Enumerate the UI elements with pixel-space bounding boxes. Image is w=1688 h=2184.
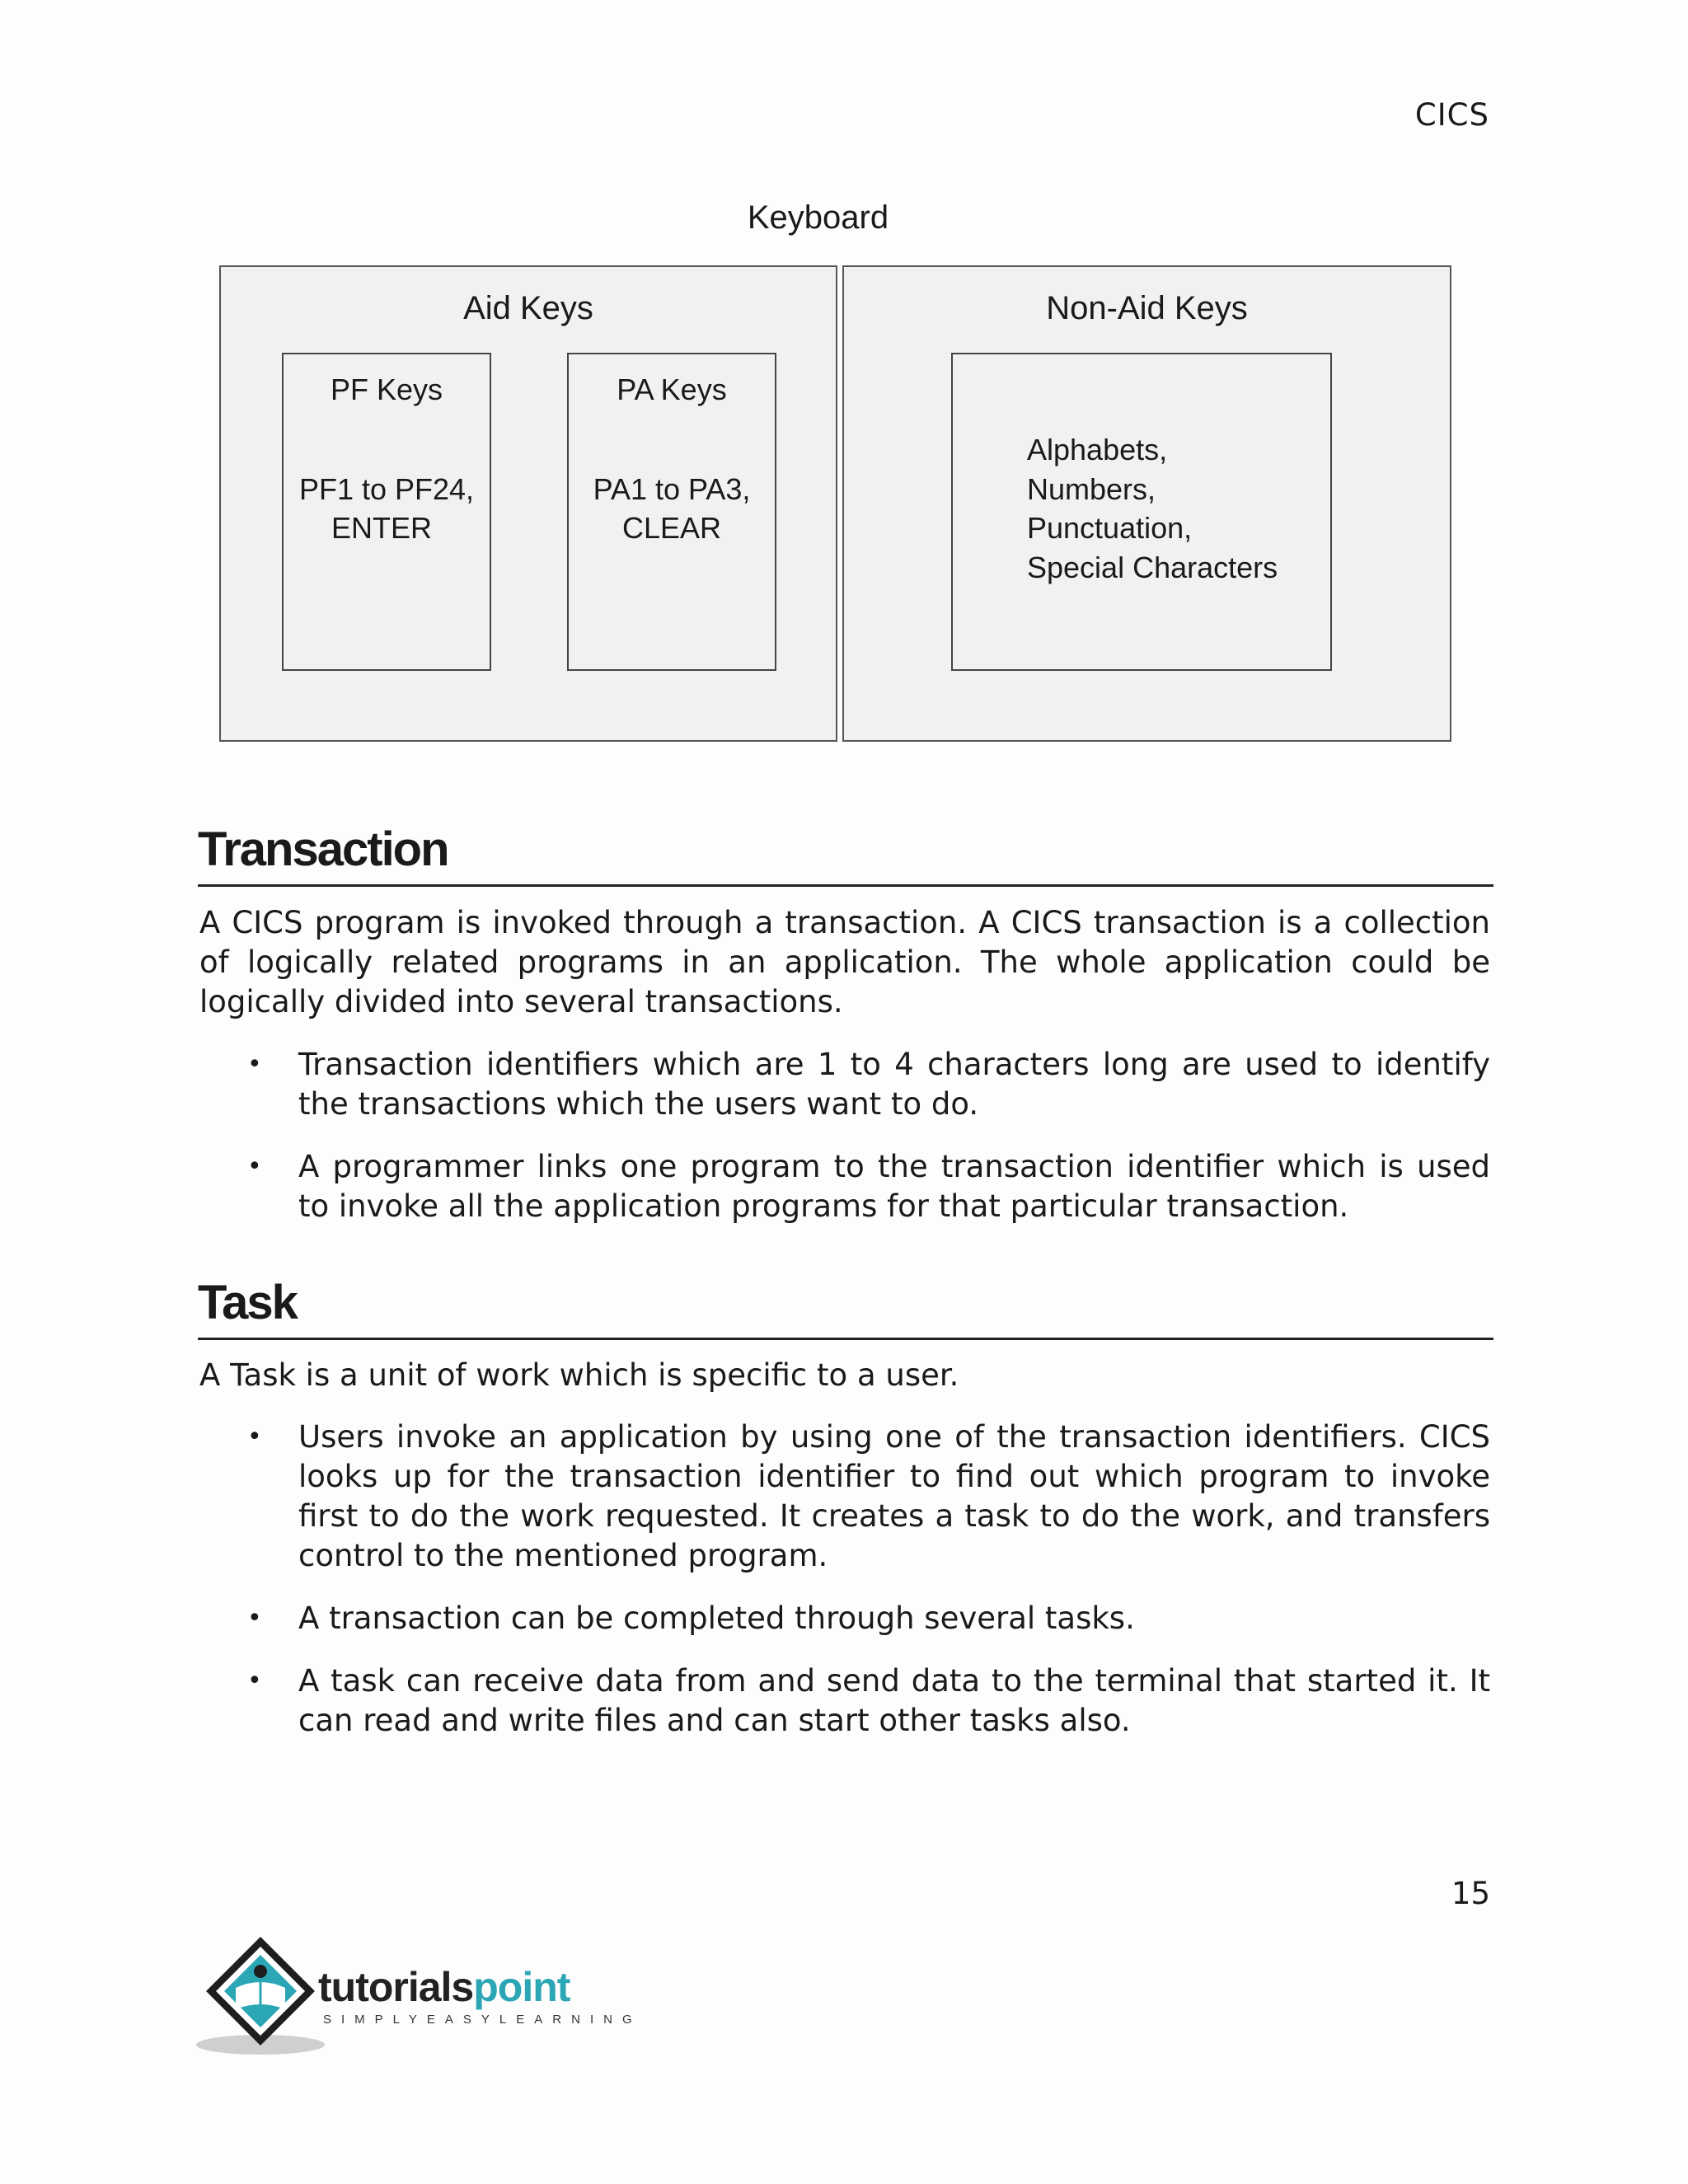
logo-word-point: point xyxy=(473,1964,570,2010)
list-item xyxy=(199,1661,1490,1741)
non-aid-keys-title: Non-Aid Keys xyxy=(1046,290,1248,326)
logo-emblem-icon xyxy=(195,1933,326,2057)
list-item-text: A transaction can be completed through several tasks. xyxy=(298,1601,1135,1636)
tutorialspoint-logo xyxy=(195,1933,642,2057)
pf-keys-body xyxy=(284,470,490,547)
task-intro: A Task is a unit of work which is specific to a user. xyxy=(199,1357,959,1393)
page-number: 15 xyxy=(1451,1876,1490,1911)
list-item-text: Users invoke an application by using one of the transaction identifiers. CICS looks up for the transaction identifier to find out which program to invoke first to do the work requested. It creates a task to do the work, and transfers control to the mentioned program. xyxy=(298,1419,1490,1573)
list-item-text: A programmer links one program to the transaction identifier which is used to invoke all the application programs for that particular transaction. xyxy=(298,1149,1490,1224)
bullet-dot: • xyxy=(247,1666,262,1695)
list-item xyxy=(199,1599,1490,1638)
transaction-heading: Transaction xyxy=(198,826,1493,887)
logo-word-tutorials: tutorials xyxy=(318,1964,474,2010)
list-item xyxy=(199,1418,1490,1576)
logo-tagline: SIMPLYEASYLEARNING xyxy=(323,2013,642,2027)
task-bullets xyxy=(199,1418,1490,1764)
aid-keys-title: Aid Keys xyxy=(463,290,593,326)
characters-item: Punctuation, xyxy=(1027,511,1193,545)
characters-item: Special Characters xyxy=(1027,550,1278,584)
characters-list xyxy=(1027,430,1278,587)
pa-keys-body xyxy=(569,470,775,547)
pf-keys-line: PF1 to PF24, xyxy=(298,472,475,506)
list-item xyxy=(199,1147,1490,1226)
aid-keys-panel xyxy=(219,265,837,742)
transaction-bullets xyxy=(199,1045,1490,1249)
task-heading: Task xyxy=(198,1279,1493,1340)
characters-item: Numbers, xyxy=(1027,471,1156,506)
pf-keys-box xyxy=(282,353,491,671)
bullet-dot: • xyxy=(247,1604,262,1633)
pf-keys-line: ENTER xyxy=(331,511,432,545)
pa-keys-line: PA1 to PA3, xyxy=(593,472,751,506)
logo-wordmark xyxy=(318,1963,570,2011)
transaction-intro: A CICS program is invoked through a transaction. A CICS transaction is a collection of logically related programs in an application. The whole application could be logically divided into several transactions. xyxy=(199,905,1490,1019)
characters-box xyxy=(951,353,1332,671)
non-aid-keys-panel xyxy=(842,265,1451,742)
running-header: CICS xyxy=(1414,97,1489,133)
bullet-dot: • xyxy=(247,1152,262,1181)
pa-keys-box xyxy=(567,353,776,671)
list-item-text: Transaction identifiers which are 1 to 4 characters long are used to identify the transactions which the users want to do. xyxy=(298,1047,1490,1122)
pa-keys-line: CLEAR xyxy=(621,511,722,545)
pf-keys-heading: PF Keys xyxy=(330,373,443,406)
pa-keys-heading: PA Keys xyxy=(617,373,727,406)
diagram-title: Keyboard xyxy=(747,199,889,236)
bullet-dot: • xyxy=(247,1422,262,1451)
list-item-text: A task can receive data from and send data to the terminal that started it. It can read and write files and can start other tasks also. xyxy=(298,1663,1490,1738)
list-item xyxy=(199,1045,1490,1124)
characters-item: Alphabets, xyxy=(1027,433,1168,466)
bullet-dot: • xyxy=(247,1050,262,1079)
